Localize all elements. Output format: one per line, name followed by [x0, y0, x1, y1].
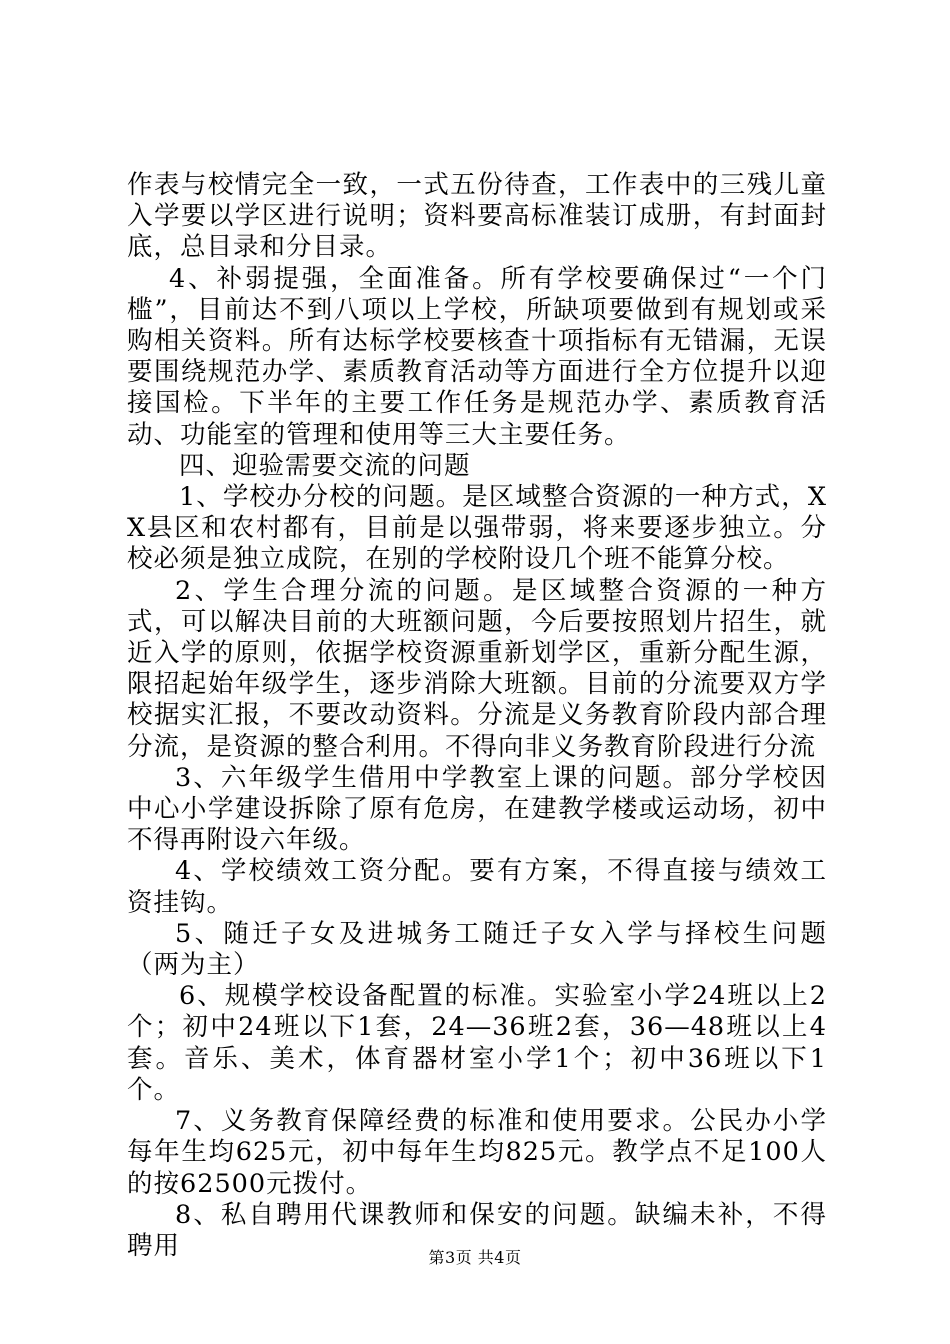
paragraph: 3、六年级学生借用中学教室上课的问题。部分学校因中心小学建设拆除了原有危房，在建教学楼或运动场，初中不得再附设六年级。 — [127, 762, 827, 856]
paragraph: 5、随迁子女及进城务工随迁子女入学与择校生问题（两为主） — [127, 918, 827, 981]
document-body — [127, 170, 827, 1262]
section-heading: 四、迎验需要交流的问题 — [179, 450, 471, 481]
paragraph: 6、规模学校设备配置的标准。实验室小学24班以上2个；初中24班以下1套，24—36班2套，36—48班以上4套。音乐、美术，体育器材室小学1个；初中36班以下1个。 — [127, 981, 827, 1105]
paragraph: 7、义务教育保障经费的标准和使用要求。公民办小学每年生均625元，初中每年生均825元。教学点不足100人的按62500元拨付。 — [127, 1106, 827, 1199]
paragraph: 4、学校绩效工资分配。要有方案，不得直接与绩效工资挂钩。 — [127, 856, 827, 918]
paragraph: 4、补弱提强，全面准备。所有学校要确保过“一个门槛”，目前达不到八项以上学校，所缺项要做到有规划或采购相关资料。所有达标学校要核查十项指标有无错漏，无误要围绕规范办学、素质教育活动等方面进行全方位提升以迎接国检。下半年的主要工作任务是规范办学、素质教育活动、功能室的管理和使用等三大主要任务。 — [127, 263, 827, 450]
page-footer: 第3页 共4页 — [428, 1248, 522, 1267]
paragraph: 作表与校情完全一致，一式五份待查，工作表中的三残儿童入学要以学区进行说明；资料要高标准装订成册，有封面封底，总目录和分目录。 — [127, 170, 827, 263]
paragraph: 2、学生合理分流的问题。是区域整合资源的一种方式，可以解决目前的大班额问题，今后要按照划片招生，就近入学的原则，依据学校资源重新划学区，重新分配生源，限招起始年级学生，逐步消除大班额。目前的分流要双方学校据实汇报，不要改动资料。分流是义务教育阶段内部合理分流，是资源的整合利用。不得向非义务教育阶段进行分流 — [127, 575, 827, 762]
paragraph: 8、私自聘用代课教师和保安的问题。缺编未补，不得聘用 — [127, 1199, 827, 1261]
paragraph: 1、学校办分校的问题。是区域整合资源的一种方式，XX县区和农村都有，目前是以强带弱，将来要逐步独立。分校必须是独立成院，在别的学校附设几个班不能算分校。 — [127, 482, 827, 575]
